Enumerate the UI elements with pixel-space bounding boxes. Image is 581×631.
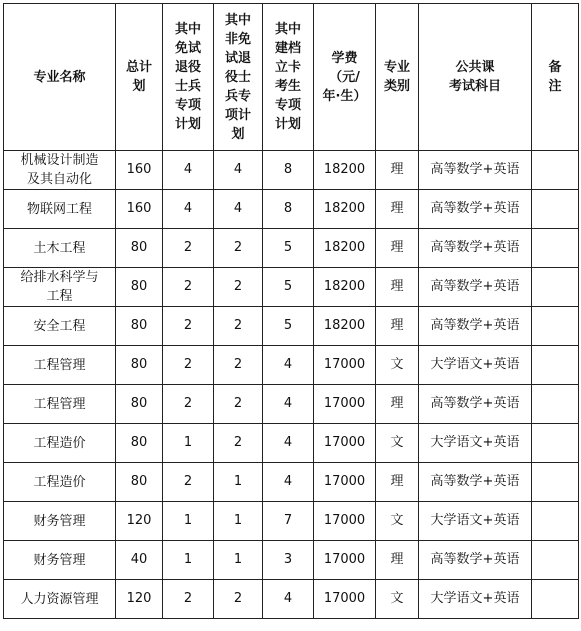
table-row	[4, 424, 579, 463]
enrollment-plan-table-wrapper	[3, 3, 579, 619]
cell-tuition: 17000	[314, 385, 376, 424]
table-row	[4, 151, 579, 190]
cell-tuition: 18200	[314, 268, 376, 307]
col-header-poverty-student-plan: 其中 建档 立卡 考生 专项 计划	[263, 4, 314, 151]
table-row	[4, 463, 579, 502]
cell-major-name: 给排水科学与 工程	[4, 268, 116, 307]
cell-exam-subjects: 高等数学+英语	[419, 190, 532, 229]
cell-category: 文	[376, 424, 419, 463]
cell-major-name: 人力资源管理	[4, 580, 116, 619]
cell-exam-subjects: 大学语文+英语	[419, 502, 532, 541]
cell-total-plan: 80	[116, 268, 163, 307]
cell-total-plan: 80	[116, 424, 163, 463]
col-header-nonexempt-veteran-plan: 其中 非免 试退 役士 兵专 项计 划	[214, 4, 263, 151]
cell-poverty-student-plan: 4	[263, 424, 314, 463]
cell-total-plan: 160	[116, 151, 163, 190]
cell-nonexempt-veteran-plan: 4	[214, 190, 263, 229]
cell-poverty-student-plan: 4	[263, 580, 314, 619]
col-header-category: 专业 类别	[376, 4, 419, 151]
cell-exempt-veteran-plan: 2	[163, 385, 214, 424]
cell-nonexempt-veteran-plan: 2	[214, 580, 263, 619]
cell-tuition: 18200	[314, 229, 376, 268]
cell-notes	[532, 580, 579, 619]
cell-tuition: 18200	[314, 151, 376, 190]
cell-exam-subjects: 高等数学+英语	[419, 541, 532, 580]
cell-notes	[532, 541, 579, 580]
col-header-notes: 备 注	[532, 4, 579, 151]
cell-major-name: 土木工程	[4, 229, 116, 268]
cell-major-name: 安全工程	[4, 307, 116, 346]
cell-nonexempt-veteran-plan: 2	[214, 268, 263, 307]
cell-nonexempt-veteran-plan: 2	[214, 346, 263, 385]
cell-tuition: 18200	[314, 190, 376, 229]
cell-exempt-veteran-plan: 2	[163, 346, 214, 385]
cell-total-plan: 160	[116, 190, 163, 229]
cell-total-plan: 40	[116, 541, 163, 580]
cell-notes	[532, 502, 579, 541]
cell-tuition: 18200	[314, 307, 376, 346]
cell-nonexempt-veteran-plan: 1	[214, 541, 263, 580]
cell-category: 理	[376, 541, 419, 580]
cell-nonexempt-veteran-plan: 1	[214, 502, 263, 541]
cell-tuition: 17000	[314, 463, 376, 502]
cell-category: 理	[376, 229, 419, 268]
table-row	[4, 502, 579, 541]
enrollment-plan-table	[3, 3, 579, 619]
cell-major-name: 工程管理	[4, 346, 116, 385]
cell-category: 文	[376, 580, 419, 619]
cell-exam-subjects: 高等数学+英语	[419, 463, 532, 502]
cell-major-name: 财务管理	[4, 541, 116, 580]
cell-major-name: 财务管理	[4, 502, 116, 541]
cell-exempt-veteran-plan: 2	[163, 268, 214, 307]
cell-exempt-veteran-plan: 1	[163, 424, 214, 463]
table-row	[4, 346, 579, 385]
cell-category: 理	[376, 385, 419, 424]
cell-tuition: 17000	[314, 541, 376, 580]
table-row	[4, 268, 579, 307]
cell-poverty-student-plan: 3	[263, 541, 314, 580]
cell-total-plan: 120	[116, 580, 163, 619]
cell-notes	[532, 463, 579, 502]
cell-tuition: 17000	[314, 346, 376, 385]
cell-poverty-student-plan: 4	[263, 385, 314, 424]
col-header-tuition: 学费 （元/ 年·生）	[314, 4, 376, 151]
cell-nonexempt-veteran-plan: 2	[214, 307, 263, 346]
cell-category: 理	[376, 151, 419, 190]
cell-nonexempt-veteran-plan: 2	[214, 229, 263, 268]
cell-category: 理	[376, 463, 419, 502]
col-header-exam-subjects: 公共课 考试科目	[419, 4, 532, 151]
cell-exempt-veteran-plan: 1	[163, 502, 214, 541]
cell-exempt-veteran-plan: 4	[163, 151, 214, 190]
cell-exam-subjects: 高等数学+英语	[419, 385, 532, 424]
cell-exempt-veteran-plan: 2	[163, 580, 214, 619]
header-row	[4, 4, 579, 151]
cell-exam-subjects: 高等数学+英语	[419, 268, 532, 307]
cell-major-name: 物联网工程	[4, 190, 116, 229]
cell-total-plan: 80	[116, 463, 163, 502]
cell-poverty-student-plan: 8	[263, 190, 314, 229]
cell-exam-subjects: 高等数学+英语	[419, 151, 532, 190]
cell-notes	[532, 346, 579, 385]
cell-poverty-student-plan: 4	[263, 463, 314, 502]
table-row	[4, 229, 579, 268]
table-row	[4, 190, 579, 229]
cell-total-plan: 80	[116, 385, 163, 424]
table-row	[4, 541, 579, 580]
cell-total-plan: 80	[116, 346, 163, 385]
cell-poverty-student-plan: 4	[263, 346, 314, 385]
cell-nonexempt-veteran-plan: 1	[214, 463, 263, 502]
cell-notes	[532, 268, 579, 307]
cell-notes	[532, 307, 579, 346]
cell-notes	[532, 151, 579, 190]
cell-exempt-veteran-plan: 2	[163, 229, 214, 268]
cell-category: 文	[376, 346, 419, 385]
cell-major-name: 工程造价	[4, 424, 116, 463]
cell-poverty-student-plan: 5	[263, 229, 314, 268]
cell-notes	[532, 385, 579, 424]
cell-nonexempt-veteran-plan: 4	[214, 151, 263, 190]
cell-exam-subjects: 高等数学+英语	[419, 229, 532, 268]
cell-exempt-veteran-plan: 4	[163, 190, 214, 229]
col-header-major-name: 专业名称	[4, 4, 116, 151]
cell-poverty-student-plan: 5	[263, 268, 314, 307]
cell-exam-subjects: 大学语文+英语	[419, 580, 532, 619]
table-body	[4, 151, 579, 619]
cell-major-name: 工程造价	[4, 463, 116, 502]
table-row	[4, 385, 579, 424]
cell-major-name: 工程管理	[4, 385, 116, 424]
cell-total-plan: 120	[116, 502, 163, 541]
cell-nonexempt-veteran-plan: 2	[214, 424, 263, 463]
cell-exempt-veteran-plan: 1	[163, 541, 214, 580]
cell-notes	[532, 424, 579, 463]
cell-tuition: 17000	[314, 502, 376, 541]
cell-tuition: 17000	[314, 580, 376, 619]
cell-poverty-student-plan: 7	[263, 502, 314, 541]
cell-category: 理	[376, 190, 419, 229]
cell-major-name: 机械设计制造 及其自动化	[4, 151, 116, 190]
table-row	[4, 580, 579, 619]
cell-tuition: 17000	[314, 424, 376, 463]
cell-total-plan: 80	[116, 307, 163, 346]
col-header-total-plan: 总计 划	[116, 4, 163, 151]
col-header-exempt-veteran-plan: 其中 免试 退役 士兵 专项 计划	[163, 4, 214, 151]
cell-notes	[532, 190, 579, 229]
cell-category: 理	[376, 307, 419, 346]
cell-nonexempt-veteran-plan: 2	[214, 385, 263, 424]
cell-poverty-student-plan: 5	[263, 307, 314, 346]
cell-exam-subjects: 大学语文+英语	[419, 346, 532, 385]
cell-category: 理	[376, 268, 419, 307]
cell-exam-subjects: 高等数学+英语	[419, 307, 532, 346]
cell-poverty-student-plan: 8	[263, 151, 314, 190]
cell-exempt-veteran-plan: 2	[163, 463, 214, 502]
cell-category: 文	[376, 502, 419, 541]
cell-exam-subjects: 大学语文+英语	[419, 424, 532, 463]
cell-notes	[532, 229, 579, 268]
cell-exempt-veteran-plan: 2	[163, 307, 214, 346]
table-row	[4, 307, 579, 346]
cell-total-plan: 80	[116, 229, 163, 268]
